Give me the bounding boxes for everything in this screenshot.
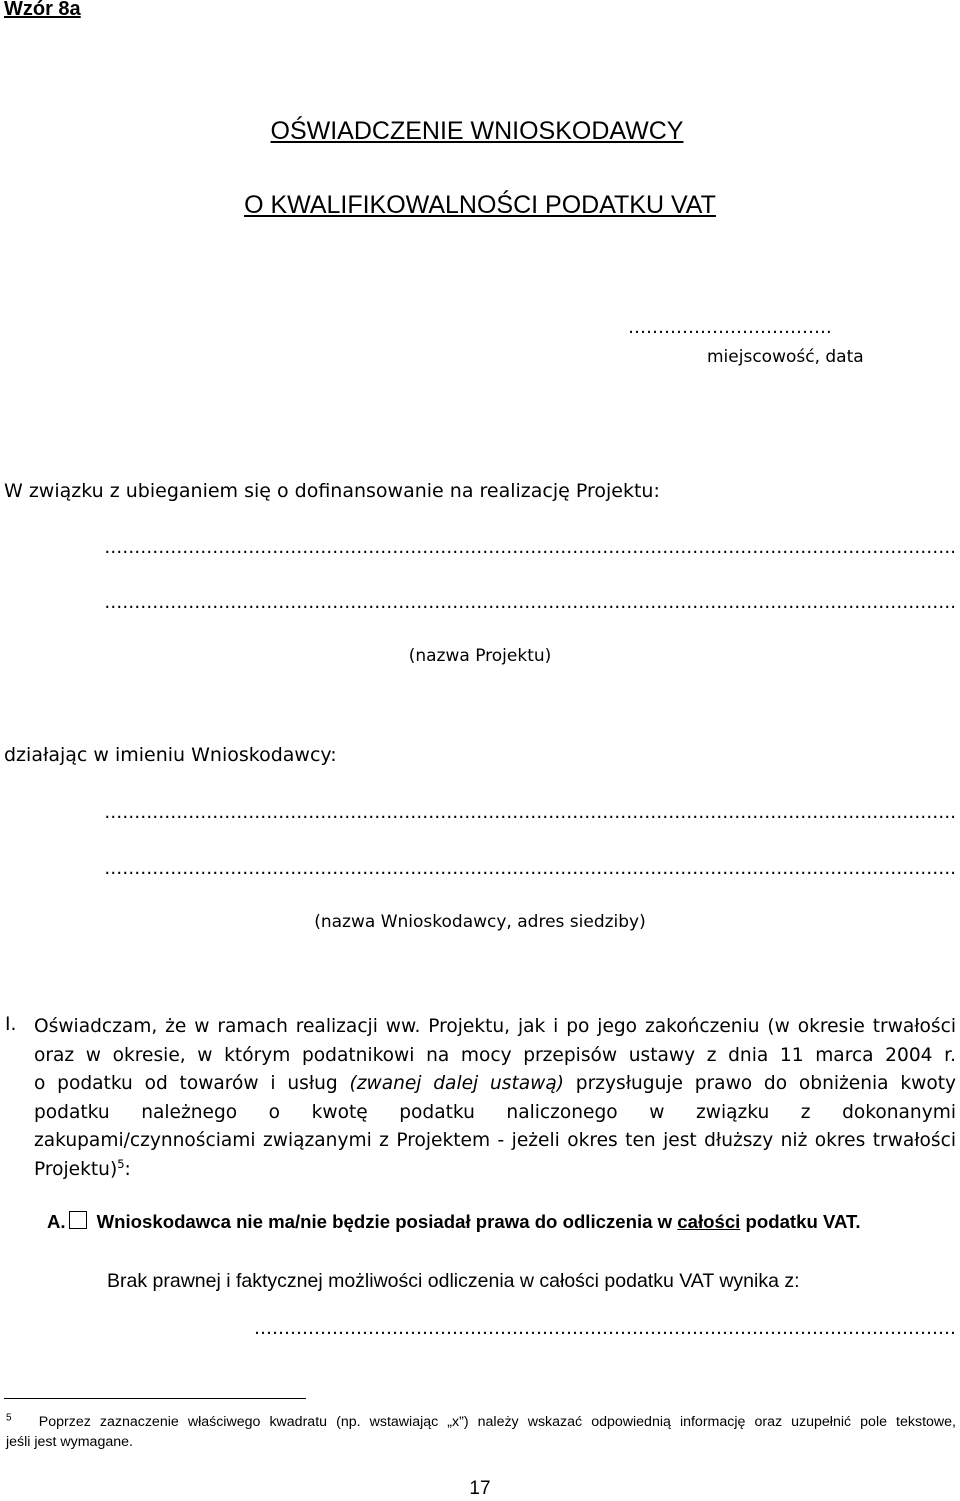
footnote <box>6 1412 956 1452</box>
declaration-line-4: podatku należnego o kwotę podatku naliczonego w związku z dokonanymi <box>34 1101 956 1123</box>
applicant-intro: działając w imieniu Wnioskodawcy: <box>4 744 337 766</box>
place-date-dots[interactable]: ……………………………. <box>628 317 832 338</box>
option-a: A. Wnioskodawca nie ma/nie będzie posiadał prawa do odliczenia w całości podatku VAT. <box>47 1211 861 1232</box>
declaration-line-1: Oświadczam, że w ramach realizacji ww. Projektu, jak i po jego zakończeniu (w okresie trwałości <box>34 1016 956 1037</box>
option-a-reason-label: Brak prawnej i faktycznej możliwości odliczenia w całości podatku VAT wynika z: <box>107 1270 800 1292</box>
footnote-line-1: $^5$ Poprzez zaznaczenie właściwego kwadratu (np. wstawiając „x”) należy wskazać odpowiednią informację oraz uzupełnić pole tekstowe, <box>6 1412 956 1430</box>
applicant-dots-1[interactable]: ……………………………………………………………………………………………………………………………. <box>104 802 956 823</box>
title-line-2: O KWALIFIKOWALNOŚCI PODATKU VAT <box>244 191 716 219</box>
footnote-separator <box>4 1398 306 1399</box>
title-line-1: OŚWIADCZENIE WNIOSKODAWCY <box>270 117 684 145</box>
option-a-reason-dots[interactable]: ……………………………………………………………………………………………………… <box>254 1318 956 1339</box>
declaration-line-3: o podatku od towarów i usług (zwanej dalej ustawą) przysługuje prawo do obniżenia kwoty <box>34 1073 956 1095</box>
footnote-line-2: jeśli jest wymagane. <box>6 1434 133 1450</box>
project-intro: W związku z ubieganiem się o dofinansowanie na realizację Projektu: <box>4 480 660 502</box>
applicant-caption: (nazwa Wnioskodawcy, adres siedziby) <box>314 912 646 932</box>
option-a-underlined: całości <box>677 1211 741 1232</box>
page-number: 17 <box>469 1478 491 1499</box>
declaration-line-2: oraz w okresie, w którym podatnikowi na mocy przepisów ustawy z dnia 11 marca 2004 r. <box>34 1044 956 1066</box>
option-a-letter: A. <box>47 1211 66 1232</box>
declaration-line-5: zakupami/czynnościami związanymi z Projektem - jeżeli okres ten jest dłuższy niż okres trwałości <box>34 1130 956 1152</box>
footnote-reference: 5 <box>117 1156 125 1171</box>
project-name-caption: (nazwa Projektu) <box>408 646 552 666</box>
applicant-dots-2[interactable]: ……………………………………………………………………………………………………………………………. <box>104 858 956 879</box>
place-date-caption: miejscowość, data <box>707 347 864 367</box>
project-name-dots-2[interactable]: ……………………………………………………………………………………………………………………………. <box>104 592 956 613</box>
declaration-line-6: Projektu)$^5$: <box>34 1156 131 1180</box>
footnote-number: 5 <box>6 1412 12 1424</box>
form-label: Wzór 8a <box>4 0 81 20</box>
declaration-paragraph <box>34 1013 956 1185</box>
project-name-dots-1[interactable]: ……………………………………………………………………………………………………………………………. <box>104 537 956 558</box>
option-a-checkbox[interactable] <box>69 1211 87 1229</box>
section-number: I. <box>5 1014 17 1035</box>
